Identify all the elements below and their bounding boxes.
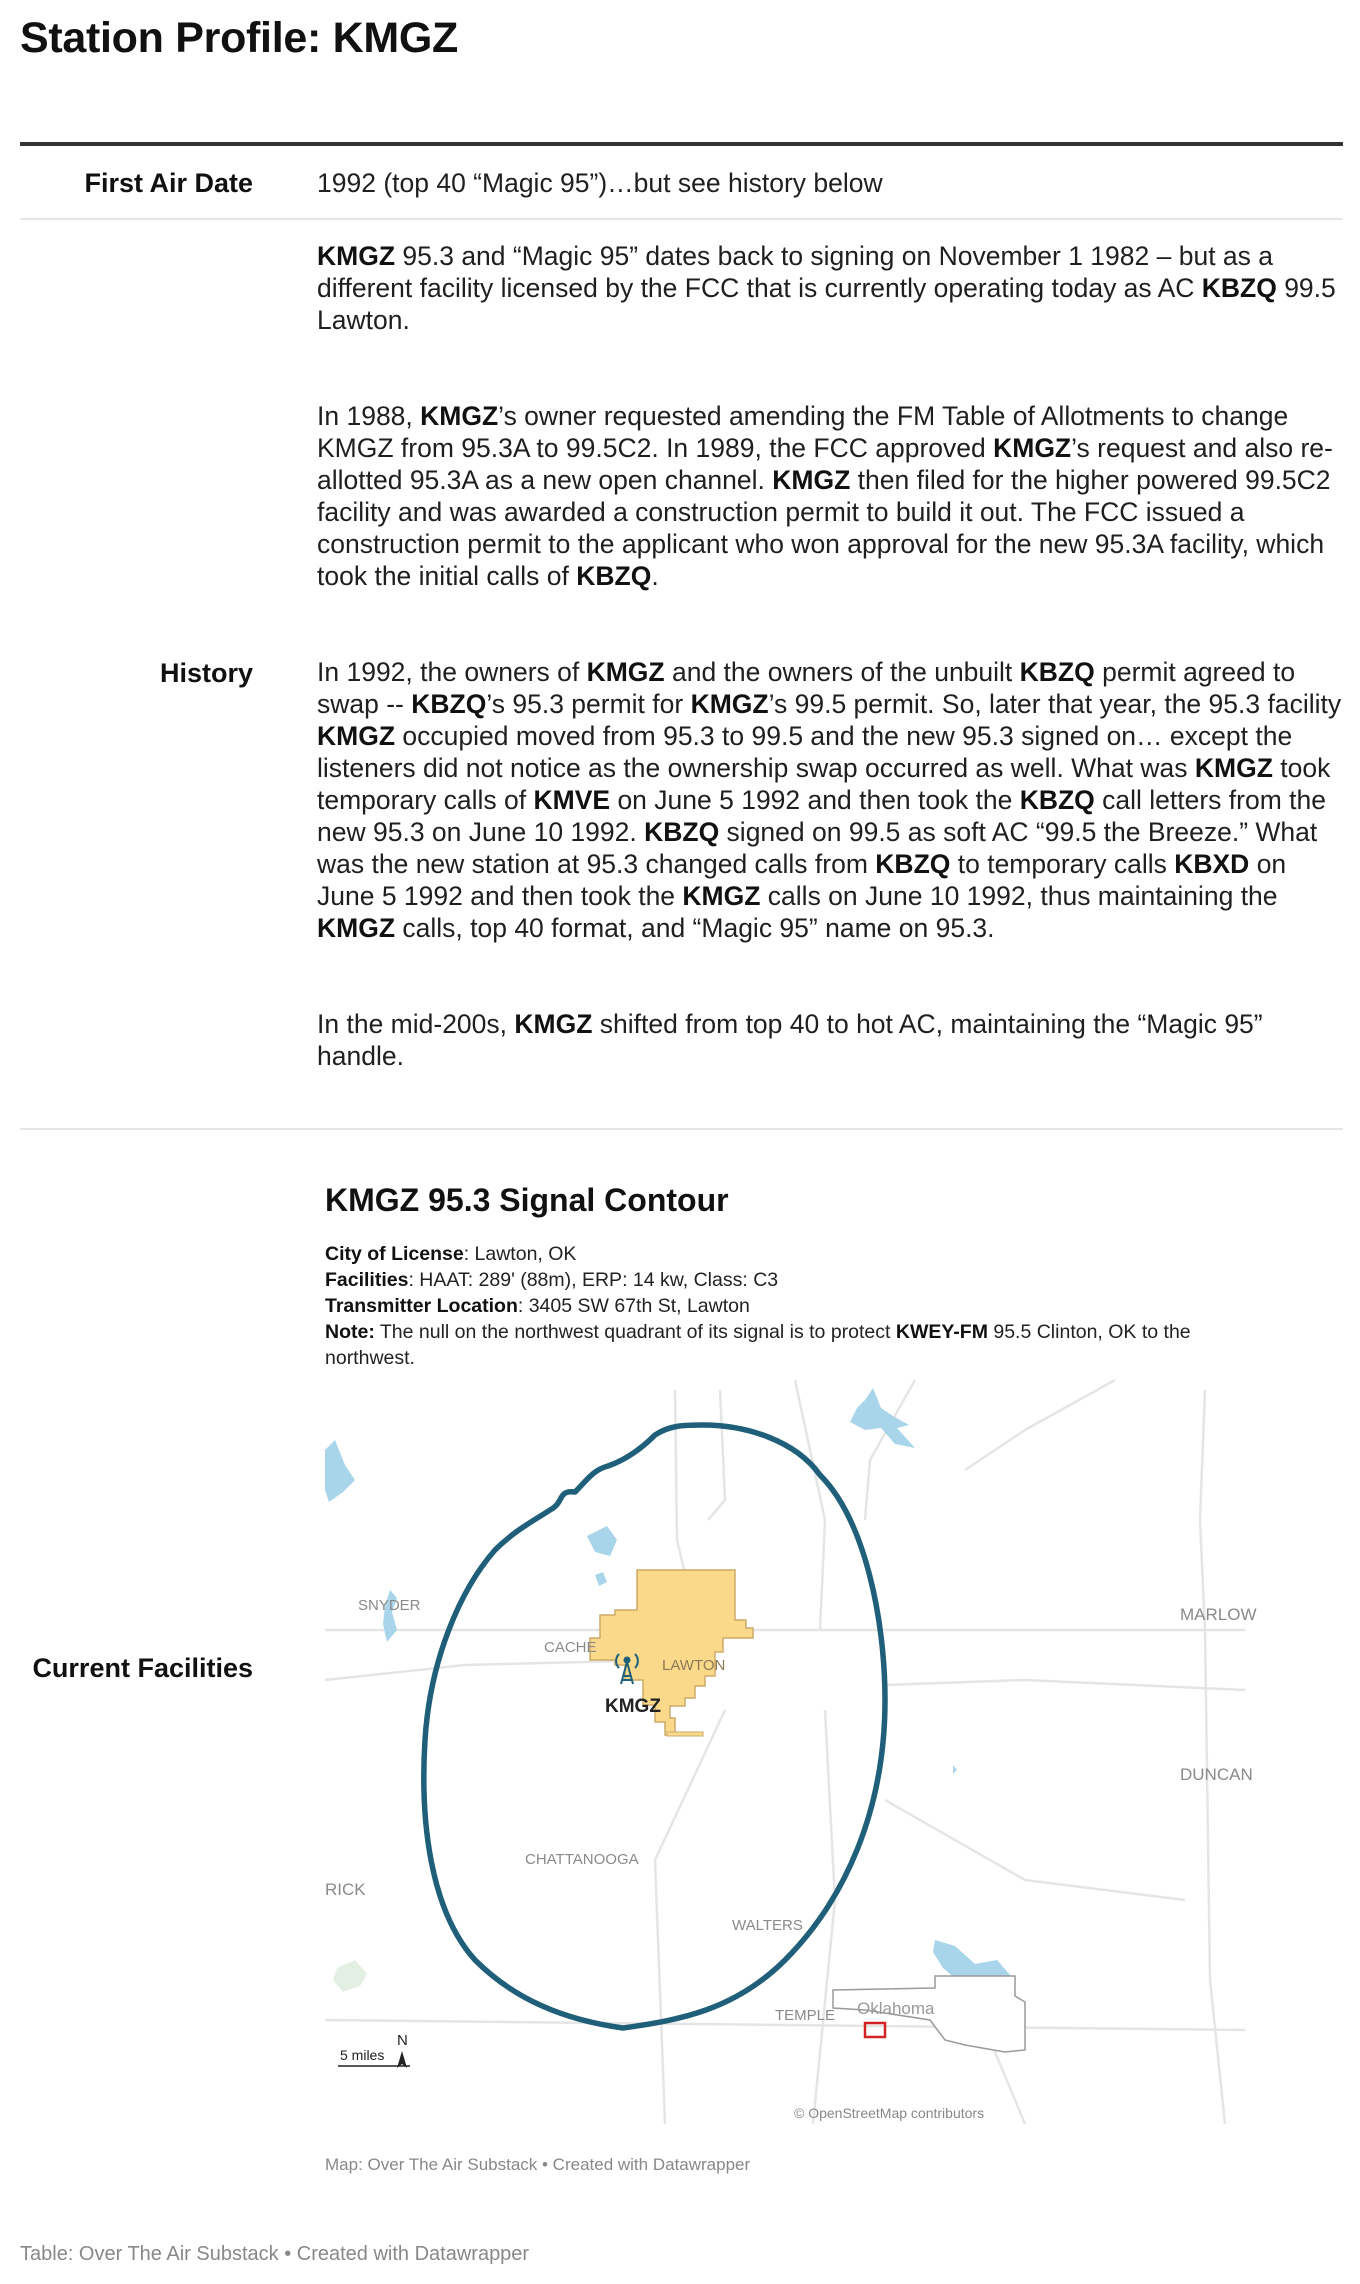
text-run: call letters from the new 95.3 on June 10 1992. — [317, 785, 1326, 847]
place-label-walters: WALTERS — [732, 1917, 803, 1934]
call-sign: KMGZ — [317, 241, 396, 271]
map-info — [325, 1241, 1255, 1371]
call-sign: Note: — [325, 1321, 375, 1343]
call-sign: KMVE — [533, 785, 611, 815]
place-label-rick: RICK — [325, 1880, 366, 1899]
text-run: took temporary calls of — [317, 753, 1331, 815]
text-run: then filed for the higher powered 99.5C2 facility and was awarded a construction permit to build it out. The FCC issued a construction permit to the applicant who won approval for the new 95.3A facility, which took the initial calls of — [317, 465, 1331, 591]
place-label-duncan: DUNCAN — [1180, 1765, 1253, 1784]
text-run: shifted from top 40 to hot AC, maintaining the “Magic 95” handle. — [317, 1009, 1263, 1071]
place-label-lawton: LAWTON — [662, 1657, 726, 1674]
text-run: In the mid-200s, — [317, 1009, 515, 1039]
page-title: Station Profile: KMGZ — [20, 14, 459, 62]
text-run: ’s 99.5 permit. So, later that year, the 95.3 facility — [768, 689, 1342, 719]
text-run: signed on 99.5 as soft AC “99.5 the Breeze.” What was the new station at 95.3 changed calls from — [317, 817, 1318, 879]
north-label: N — [397, 2032, 408, 2049]
station-marker-label: KMGZ — [605, 1696, 661, 1717]
current-facilities-label: Current Facilities — [32, 1653, 253, 1683]
place-label-cache: CACHE — [544, 1639, 597, 1656]
text-run: and the owners of the unbuilt — [664, 657, 1020, 687]
text-run: 95.5 Clinton, OK to the northwest. — [325, 1321, 1191, 1369]
text-run: : Lawton, OK — [463, 1243, 577, 1265]
text-run: ’s 95.3 permit for — [486, 689, 691, 719]
call-sign: Facilities — [325, 1269, 409, 1291]
row-divider — [20, 218, 1343, 220]
text-run: 95.3 and “Magic 95” dates back to signing on November 1 1982 – but as a different facility licensed by the FCC that is currently operating today as AC — [317, 241, 1274, 303]
map-info-line — [325, 1293, 1255, 1319]
text-run: calls, top 40 format, and “Magic 95” name on 95.3. — [395, 913, 995, 943]
text-run: calls on June 10 1992, thus maintaining the — [760, 881, 1278, 911]
text-run: : HAAT: 289' (88m), ERP: 14 kw, Class: C3 — [408, 1269, 779, 1291]
call-sign: KMGZ — [317, 913, 396, 943]
text-run: occupied moved from 95.3 to 99.5 and the new 95.3 signed on… except the listeners did not notice as the ownership swap occurred as well. What was — [317, 721, 1293, 783]
text-run: ’s request and also re-allotted 95.3A as a new open channel. — [317, 433, 1333, 495]
signal-contour-line — [424, 1425, 885, 2028]
signal-contour-map[interactable] — [325, 1380, 1257, 2124]
history-paragraph — [317, 1008, 1347, 1072]
call-sign: KBZQ — [1019, 657, 1095, 687]
call-sign: City of License — [325, 1243, 464, 1265]
place-label-marlow: MARLOW — [1180, 1605, 1257, 1624]
history-text — [317, 240, 1347, 1136]
header-rule — [20, 142, 1343, 146]
text-run: : 3405 SW 67th St, Lawton — [517, 1295, 750, 1317]
call-sign: KWEY-FM — [895, 1321, 988, 1343]
first-air-date-label: First Air Date — [84, 168, 253, 198]
map-info-line — [325, 1241, 1255, 1267]
place-labels — [325, 1597, 1257, 2024]
north-arrow-icon — [397, 2032, 408, 2068]
call-sign: KMGZ — [682, 881, 761, 911]
call-sign: KMGZ — [772, 465, 851, 495]
call-sign: KBZQ — [576, 561, 652, 591]
place-label-temple: TEMPLE — [775, 2007, 836, 2024]
map-info-line — [325, 1319, 1255, 1371]
text-run: on June 5 1992 and then took the — [317, 849, 1287, 911]
call-sign: KMGZ — [993, 433, 1072, 463]
call-sign: KMGZ — [586, 657, 665, 687]
call-sign: KBZQ — [644, 817, 720, 847]
text-run: . — [651, 561, 659, 591]
call-sign: KMGZ — [514, 1009, 593, 1039]
scale-label: 5 miles — [340, 2047, 385, 2063]
text-run: to temporary calls — [950, 849, 1175, 879]
lawton-city-annex — [667, 1732, 703, 1736]
call-sign: KMGZ — [420, 401, 499, 431]
table-footer: Table: Over The Air Substack • Created with Datawrapper — [20, 2243, 530, 2265]
text-run: on June 5 1992 and then took the — [610, 785, 1020, 815]
call-sign: KBZQ — [1019, 785, 1095, 815]
text-run: The null on the northwest quadrant of its signal is to protect — [374, 1321, 896, 1343]
text-run: ’s owner requested amending the FM Table of Allotments to change KMGZ from 95.3A to 99.5C2. In 1989, the FCC approved — [317, 401, 1289, 463]
text-run: permit agreed to swap -- — [317, 657, 1296, 719]
history-paragraph — [317, 400, 1347, 592]
call-sign: KBZQ — [411, 689, 487, 719]
row-divider — [20, 1128, 1343, 1130]
map-attribution[interactable]: © OpenStreetMap contributors — [794, 2105, 985, 2121]
call-sign: KMGZ — [317, 721, 396, 751]
text-run: 99.5 Lawton. — [317, 273, 1336, 335]
map-title: KMGZ 95.3 Signal Contour — [325, 1182, 729, 1218]
map-info-line — [325, 1267, 1255, 1293]
history-paragraph — [317, 656, 1347, 944]
inset-label: Oklahoma — [857, 1999, 935, 2018]
text-run: In 1992, the owners of — [317, 657, 587, 687]
call-sign: KBXD — [1174, 849, 1250, 879]
first-air-date-value: 1992 (top 40 “Magic 95”)…but see history below — [317, 168, 883, 198]
call-sign: KMGZ — [1194, 753, 1273, 783]
call-sign: KMGZ — [690, 689, 769, 719]
map-svg — [325, 1380, 1257, 2124]
oklahoma-inset-map — [833, 1976, 1025, 2052]
call-sign: KBZQ — [875, 849, 951, 879]
history-paragraph — [317, 240, 1347, 336]
map-footer: Map: Over The Air Substack • Created with Datawrapper — [325, 2155, 751, 2174]
park-area — [333, 1960, 367, 1992]
text-run: In 1988, — [317, 401, 421, 431]
place-label-snyder: SNYDER — [358, 1597, 421, 1614]
history-label: History — [159, 658, 253, 688]
call-sign: KBZQ — [1201, 273, 1277, 303]
place-label-chattanooga: CHATTANOOGA — [525, 1851, 639, 1868]
call-sign: Transmitter Location — [325, 1295, 518, 1317]
